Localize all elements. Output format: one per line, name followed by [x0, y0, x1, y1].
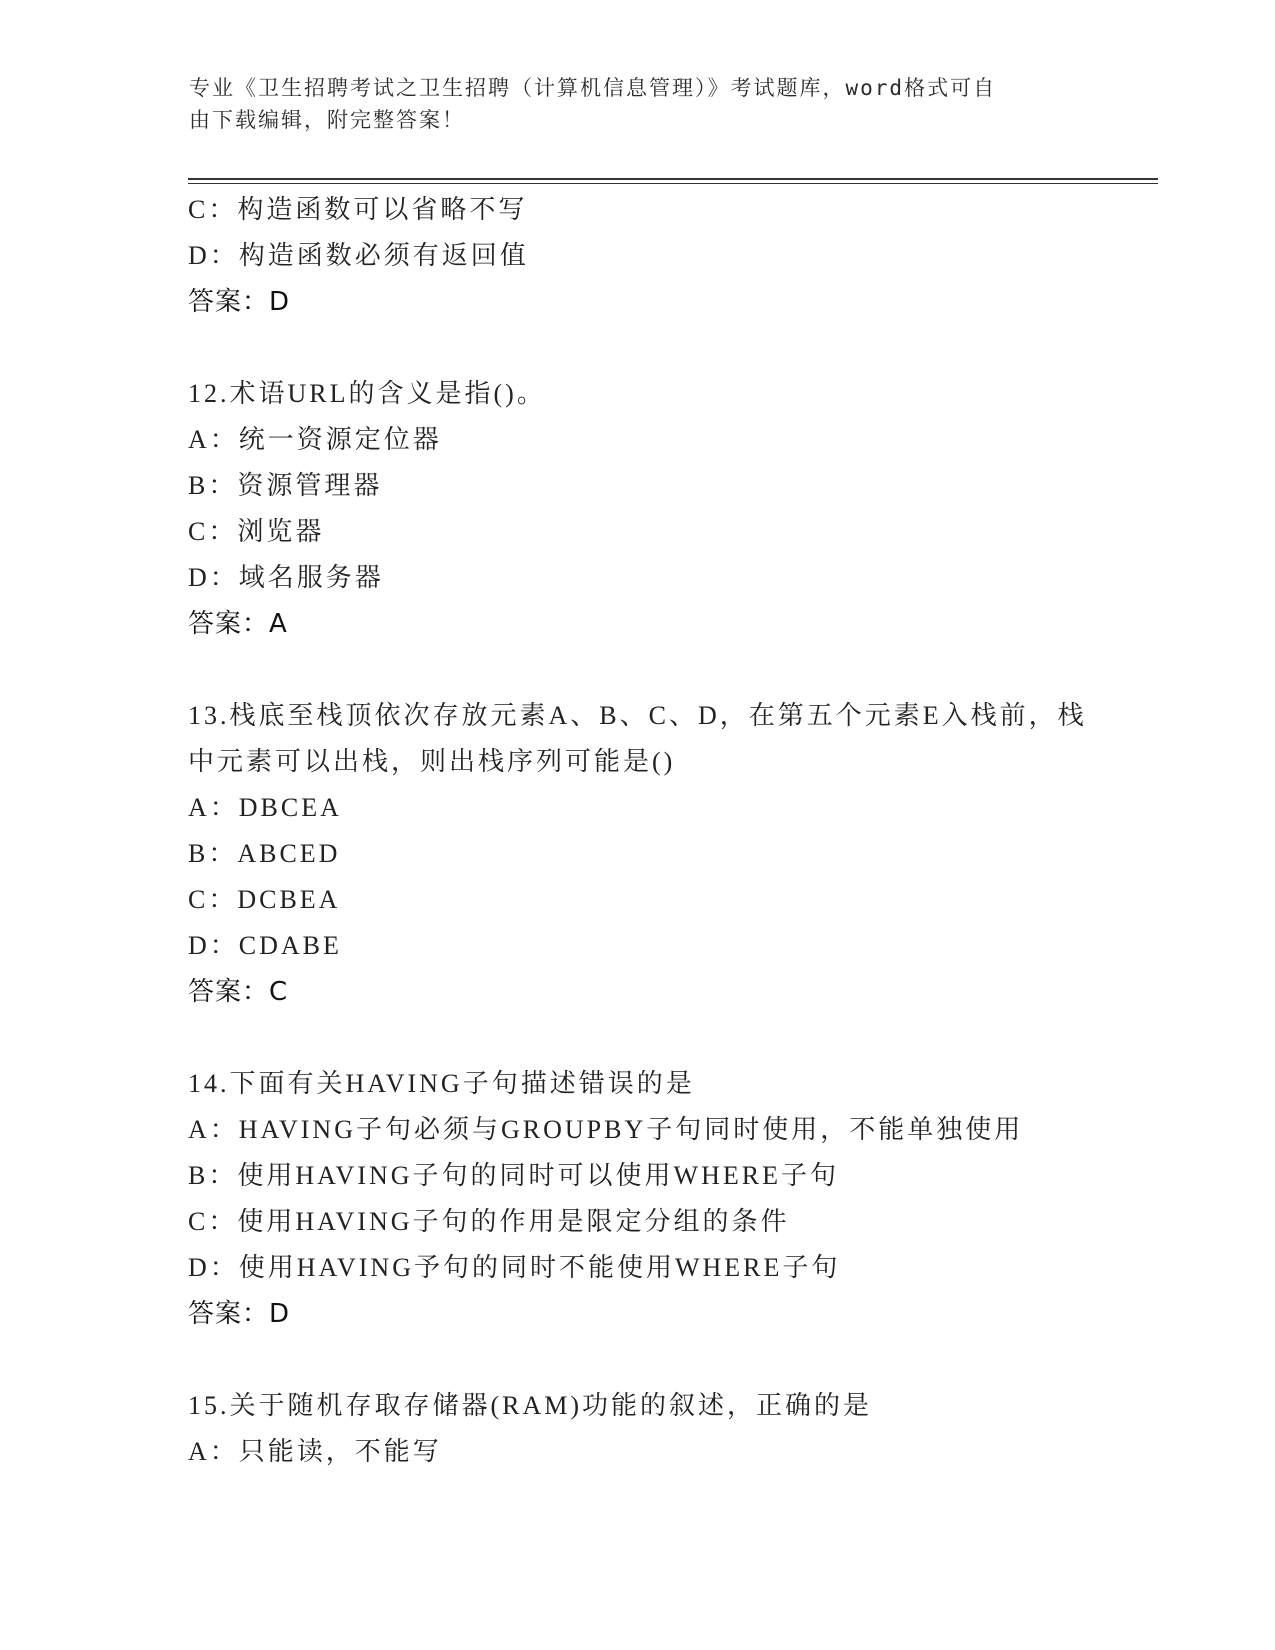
question-text-continued: 中元素可以出栈，则出栈序列可能是() — [188, 747, 676, 776]
question-15 — [188, 1383, 1128, 1475]
question-list — [188, 187, 1128, 1475]
option-d: D：CDABE — [188, 931, 342, 960]
question-text: 12.术语URL的含义是指()。 — [188, 379, 546, 408]
option-a: A：只能读，不能写 — [188, 1437, 442, 1466]
answer-line: 答案：A — [188, 609, 288, 639]
question-12 — [188, 371, 1128, 647]
spacer — [188, 325, 1128, 371]
header-line-2: 由下载编辑，附完整答案！ — [189, 108, 465, 132]
option-c: C：浏览器 — [188, 517, 325, 546]
header-line-1: 专业《卫生招聘考试之卫生招聘（计算机信息管理）》考试题库，word格式可自 — [189, 76, 997, 100]
option-b: B：资源管理器 — [188, 471, 383, 500]
question-14 — [188, 1061, 1128, 1337]
option-c: C：使用HAVING子句的作用是限定分组的条件 — [188, 1207, 790, 1236]
option-c: C：DCBEA — [188, 885, 341, 914]
header-divider-thick — [188, 178, 1158, 180]
answer-line: 答案：D — [188, 1299, 291, 1329]
answer-line: 答案：C — [188, 977, 289, 1007]
question-text: 15.关于随机存取存储器(RAM)功能的叙述，正确的是 — [188, 1391, 873, 1420]
header-divider-thin — [188, 183, 1158, 184]
document-header — [189, 72, 1069, 136]
question-text: 13.栈底至栈顶依次存放元素A、B、C、D，在第五个元素E入栈前，栈 — [188, 701, 1087, 730]
question-text: 14.下面有关HAVING子句描述错误的是 — [188, 1069, 695, 1098]
answer-line: 答案：D — [188, 287, 291, 317]
question-13 — [188, 693, 1128, 1015]
spacer — [188, 1015, 1128, 1061]
option-b: B：使用HAVING子句的同时可以使用WHERE子句 — [188, 1161, 839, 1190]
question-11-partial — [188, 187, 1128, 325]
option-b: B：ABCED — [188, 839, 341, 868]
spacer — [188, 1337, 1128, 1383]
option-c: C：构造函数可以省略不写 — [188, 195, 528, 224]
spacer — [188, 647, 1128, 693]
option-a: A：DBCEA — [188, 793, 342, 822]
option-a: A：统一资源定位器 — [188, 425, 442, 454]
option-d: D：使用HAVING予句的同时不能使用WHERE子句 — [188, 1253, 841, 1282]
option-d: D：构造函数必须有返回值 — [188, 241, 529, 270]
option-d: D：域名服务器 — [188, 563, 384, 592]
option-a: A：HAVING子句必须与GROUPBY子句同时使用，不能单独使用 — [188, 1115, 1024, 1144]
